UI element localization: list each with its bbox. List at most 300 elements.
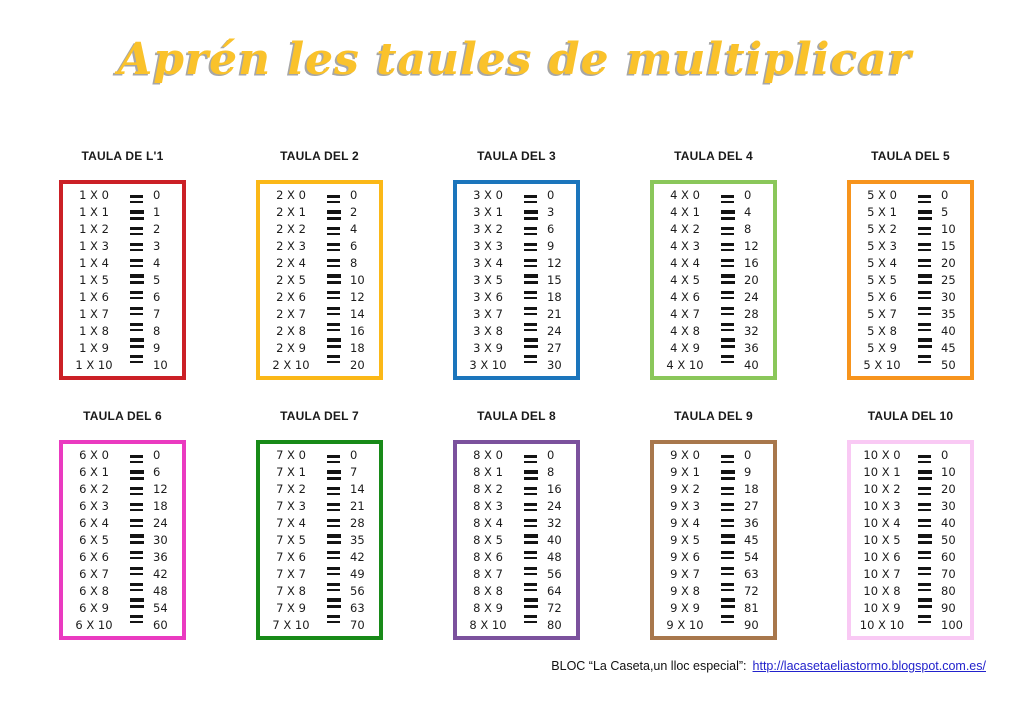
equals-icon [129,470,144,480]
operation-text: 3 X 8 [473,324,503,338]
mult-row [851,204,970,221]
operation-text: 9 X 8 [670,584,700,598]
result-text: 54 [744,550,759,564]
operation-text: 5 X 7 [867,307,897,321]
mult-row [851,515,970,532]
equals-icon [129,227,144,235]
operation-text: 7 X 4 [276,516,306,530]
operation-text: 7 X 8 [276,584,306,598]
result-text: 4 [744,205,752,219]
result-text: 18 [350,341,365,355]
mult-row [260,221,379,238]
mult-row [654,289,773,306]
mult-row [654,464,773,481]
result-text: 21 [547,307,562,321]
equals-icon [523,583,538,591]
mult-row [654,566,773,583]
result-text: 49 [350,567,365,581]
result-text: 50 [941,358,956,372]
operation-text: 7 X 5 [276,533,306,547]
operation-text: 2 X 6 [276,290,306,304]
table-box-6 [59,440,186,640]
mult-row [260,238,379,255]
mult-row [260,306,379,323]
equals-icon [129,307,144,315]
operation-text: 2 X 2 [276,222,306,236]
equals-icon [523,210,538,220]
result-text: 0 [547,188,555,202]
equals-icon [720,567,735,575]
operation-text: 10 X 8 [863,584,901,598]
mult-row [457,498,576,515]
equals-icon [129,487,144,495]
mult-row [851,221,970,238]
equals-icon [129,503,144,511]
table-box-7 [256,440,383,640]
equals-icon [326,274,341,284]
table-title-4: TAULA DEL 4 [674,149,753,163]
mult-row [457,323,576,340]
equals-icon [523,598,538,608]
operation-text: 1 X 5 [79,273,109,287]
equals-icon [523,274,538,284]
table-unit-5 [847,149,974,380]
mult-row [654,583,773,600]
result-text: 0 [153,448,161,462]
mult-row [260,515,379,532]
result-text: 40 [941,516,956,530]
mult-row [457,221,576,238]
equals-icon [917,503,932,511]
operation-text: 6 X 1 [79,465,109,479]
table-box-5 [847,180,974,380]
mult-row [457,549,576,566]
equals-icon [326,519,341,527]
mult-row [457,289,576,306]
mult-row [260,498,379,515]
table-title-6: TAULA DEL 6 [83,409,162,423]
table-box-1 [59,180,186,380]
mult-row [260,289,379,306]
mult-row [851,583,970,600]
operation-text: 1 X 7 [79,307,109,321]
result-text: 0 [941,448,949,462]
result-text: 20 [941,256,956,270]
equals-icon [326,551,341,559]
operation-text: 1 X 4 [79,256,109,270]
result-text: 10 [350,273,365,287]
tables-row-1 [59,149,974,380]
equals-icon [720,355,735,363]
operation-text: 7 X 9 [276,601,306,615]
operation-text: 6 X 4 [79,516,109,530]
mult-row [260,549,379,566]
mult-row [851,357,970,374]
operation-text: 8 X 1 [473,465,503,479]
result-text: 2 [153,222,161,236]
result-text: 0 [744,188,752,202]
operation-text: 3 X 6 [473,290,503,304]
equals-icon [720,307,735,315]
equals-icon [917,551,932,559]
operation-text: 3 X 4 [473,256,503,270]
mult-row [851,238,970,255]
operation-text: 1 X 9 [79,341,109,355]
equals-icon [326,355,341,363]
equals-icon [720,598,735,608]
operation-text: 9 X 5 [670,533,700,547]
result-text: 8 [153,324,161,338]
result-text: 0 [547,448,555,462]
mult-row [63,255,182,272]
mult-row [260,340,379,357]
result-text: 6 [153,290,161,304]
operation-text: 10 X 6 [863,550,901,564]
equals-icon [523,243,538,251]
operation-text: 1 X 3 [79,239,109,253]
result-text: 32 [744,324,759,338]
equals-icon [129,243,144,251]
equals-icon [129,615,144,623]
mult-row [260,600,379,617]
operation-text: 9 X 4 [670,516,700,530]
operation-text: 6 X 7 [79,567,109,581]
result-text: 30 [153,533,168,547]
table-title-2: TAULA DEL 2 [280,149,359,163]
mult-row [654,306,773,323]
result-text: 4 [350,222,358,236]
result-text: 36 [153,550,168,564]
mult-row [851,498,970,515]
operation-text: 3 X 2 [473,222,503,236]
result-text: 12 [350,290,365,304]
mult-row [457,272,576,289]
equals-icon [523,227,538,235]
equals-icon [129,519,144,527]
result-text: 6 [350,239,358,253]
operation-text: 1 X 2 [79,222,109,236]
equals-icon [326,615,341,623]
equals-icon [129,274,144,284]
mult-row [851,272,970,289]
mult-row [63,481,182,498]
result-text: 9 [744,465,752,479]
operation-text: 3 X 10 [469,358,507,372]
result-text: 12 [547,256,562,270]
table-box-2 [256,180,383,380]
operation-text: 5 X 1 [867,205,897,219]
mult-row [260,617,379,634]
result-text: 70 [941,567,956,581]
result-text: 70 [350,618,365,632]
mult-row [851,532,970,549]
result-text: 50 [941,533,956,547]
result-text: 45 [941,341,956,355]
operation-text: 4 X 10 [666,358,704,372]
result-text: 14 [350,482,365,496]
equals-icon [326,323,341,331]
result-text: 20 [350,358,365,372]
table-title-3: TAULA DEL 3 [477,149,556,163]
mult-row [63,549,182,566]
equals-icon [523,567,538,575]
mult-row [457,357,576,374]
equals-icon [129,551,144,559]
result-text: 15 [941,239,956,253]
operation-text: 7 X 2 [276,482,306,496]
mult-row [260,566,379,583]
result-text: 7 [350,465,358,479]
equals-icon [720,503,735,511]
operation-text: 4 X 1 [670,205,700,219]
operation-text: 6 X 6 [79,550,109,564]
mult-row [457,583,576,600]
operation-text: 10 X 10 [859,618,905,632]
operation-text: 1 X 6 [79,290,109,304]
mult-row [654,498,773,515]
result-text: 6 [547,222,555,236]
equals-icon [917,227,932,235]
equals-icon [720,195,735,203]
operation-text: 8 X 0 [473,448,503,462]
mult-row [63,515,182,532]
mult-row [851,617,970,634]
mult-row [63,306,182,323]
result-text: 25 [941,273,956,287]
table-unit-9 [650,409,777,640]
equals-icon [326,338,341,348]
mult-row [457,204,576,221]
operation-text: 10 X 5 [863,533,901,547]
operation-text: 1 X 10 [75,358,113,372]
mult-row [63,340,182,357]
result-text: 0 [744,448,752,462]
operation-text: 2 X 1 [276,205,306,219]
mult-row [260,583,379,600]
result-text: 8 [547,465,555,479]
result-text: 0 [153,188,161,202]
mult-row [63,204,182,221]
result-text: 48 [547,550,562,564]
result-text: 36 [744,516,759,530]
mult-row [457,617,576,634]
table-title-1: TAULA DE L'1 [81,149,164,163]
operation-text: 7 X 3 [276,499,306,513]
operation-text: 5 X 0 [867,188,897,202]
operation-text: 7 X 10 [272,618,310,632]
mult-row [851,549,970,566]
result-text: 64 [547,584,562,598]
result-text: 30 [547,358,562,372]
result-text: 18 [153,499,168,513]
table-unit-8 [453,409,580,640]
operation-text: 2 X 9 [276,341,306,355]
mult-row [851,464,970,481]
mult-row [260,464,379,481]
result-text: 20 [941,482,956,496]
table-box-8 [453,440,580,640]
equals-icon [917,338,932,348]
operation-text: 9 X 2 [670,482,700,496]
equals-icon [917,470,932,480]
mult-row [654,221,773,238]
result-text: 24 [744,290,759,304]
equals-icon [129,355,144,363]
result-text: 0 [350,188,358,202]
mult-row [260,481,379,498]
mult-row [457,238,576,255]
equals-icon [523,551,538,559]
footer [551,659,986,673]
mult-row [851,187,970,204]
mult-row [260,187,379,204]
equals-icon [917,598,932,608]
equals-icon [523,338,538,348]
result-text: 45 [744,533,759,547]
operation-text: 3 X 0 [473,188,503,202]
equals-icon [129,534,144,544]
mult-row [851,255,970,272]
operation-text: 10 X 9 [863,601,901,615]
equals-icon [917,615,932,623]
mult-row [654,204,773,221]
mult-row [260,532,379,549]
mult-row [457,566,576,583]
operation-text: 10 X 7 [863,567,901,581]
equals-icon [720,470,735,480]
result-text: 6 [153,465,161,479]
operation-text: 1 X 8 [79,324,109,338]
table-unit-7 [256,409,383,640]
equals-icon [129,291,144,299]
operation-text: 4 X 7 [670,307,700,321]
equals-icon [129,567,144,575]
table-unit-4 [650,149,777,380]
equals-icon [523,195,538,203]
mult-row [654,255,773,272]
operation-text: 2 X 10 [272,358,310,372]
table-box-9 [650,440,777,640]
mult-row [851,481,970,498]
equals-icon [523,355,538,363]
operation-text: 6 X 5 [79,533,109,547]
mult-row [457,306,576,323]
result-text: 21 [350,499,365,513]
mult-row [654,340,773,357]
equals-icon [326,291,341,299]
operation-text: 9 X 3 [670,499,700,513]
operation-text: 6 X 10 [75,618,113,632]
operation-text: 6 X 2 [79,482,109,496]
equals-icon [917,355,932,363]
mult-row [260,255,379,272]
result-text: 0 [350,448,358,462]
mult-row [654,600,773,617]
mult-row [654,481,773,498]
equals-icon [523,455,538,463]
mult-row [654,532,773,549]
mult-row [654,515,773,532]
result-text: 56 [547,567,562,581]
result-text: 12 [153,482,168,496]
mult-row [63,323,182,340]
operation-text: 7 X 6 [276,550,306,564]
operation-text: 2 X 0 [276,188,306,202]
operation-text: 5 X 6 [867,290,897,304]
equals-icon [917,274,932,284]
result-text: 35 [350,533,365,547]
result-text: 90 [941,601,956,615]
result-text: 24 [547,499,562,513]
result-text: 90 [744,618,759,632]
operation-text: 1 X 0 [79,188,109,202]
operation-text: 9 X 7 [670,567,700,581]
operation-text: 4 X 0 [670,188,700,202]
operation-text: 5 X 5 [867,273,897,287]
result-text: 60 [941,550,956,564]
result-text: 9 [547,239,555,253]
blog-link[interactable]: http://lacasetaeliastormo.blogspot.com.es/ [752,659,986,673]
equals-icon [326,259,341,267]
operation-text: 8 X 10 [469,618,507,632]
equals-icon [720,519,735,527]
result-text: 15 [547,273,562,287]
result-text: 5 [153,273,161,287]
equals-icon [917,455,932,463]
result-text: 48 [153,584,168,598]
result-text: 100 [941,618,963,632]
table-title-8: TAULA DEL 8 [477,409,556,423]
equals-icon [523,615,538,623]
operation-text: 4 X 8 [670,324,700,338]
result-text: 24 [547,324,562,338]
operation-text: 3 X 7 [473,307,503,321]
mult-row [63,238,182,255]
mult-row [851,600,970,617]
operation-text: 10 X 0 [863,448,901,462]
result-text: 10 [941,222,956,236]
mult-row [260,357,379,374]
equals-icon [720,615,735,623]
result-text: 42 [153,567,168,581]
operation-text: 10 X 1 [863,465,901,479]
result-text: 54 [153,601,168,615]
equals-icon [720,227,735,235]
mult-row [260,204,379,221]
result-text: 42 [350,550,365,564]
operation-text: 6 X 8 [79,584,109,598]
result-text: 32 [547,516,562,530]
equals-icon [129,259,144,267]
result-text: 56 [350,584,365,598]
equals-icon [326,598,341,608]
operation-text: 6 X 3 [79,499,109,513]
operation-text: 5 X 2 [867,222,897,236]
equals-icon [917,243,932,251]
mult-row [851,323,970,340]
operation-text: 5 X 8 [867,324,897,338]
mult-row [654,272,773,289]
result-text: 36 [744,341,759,355]
mult-row [654,617,773,634]
mult-row [457,187,576,204]
result-text: 72 [744,584,759,598]
mult-row [63,464,182,481]
operation-text: 4 X 9 [670,341,700,355]
equals-icon [917,487,932,495]
mult-row [654,447,773,464]
operation-text: 6 X 0 [79,448,109,462]
